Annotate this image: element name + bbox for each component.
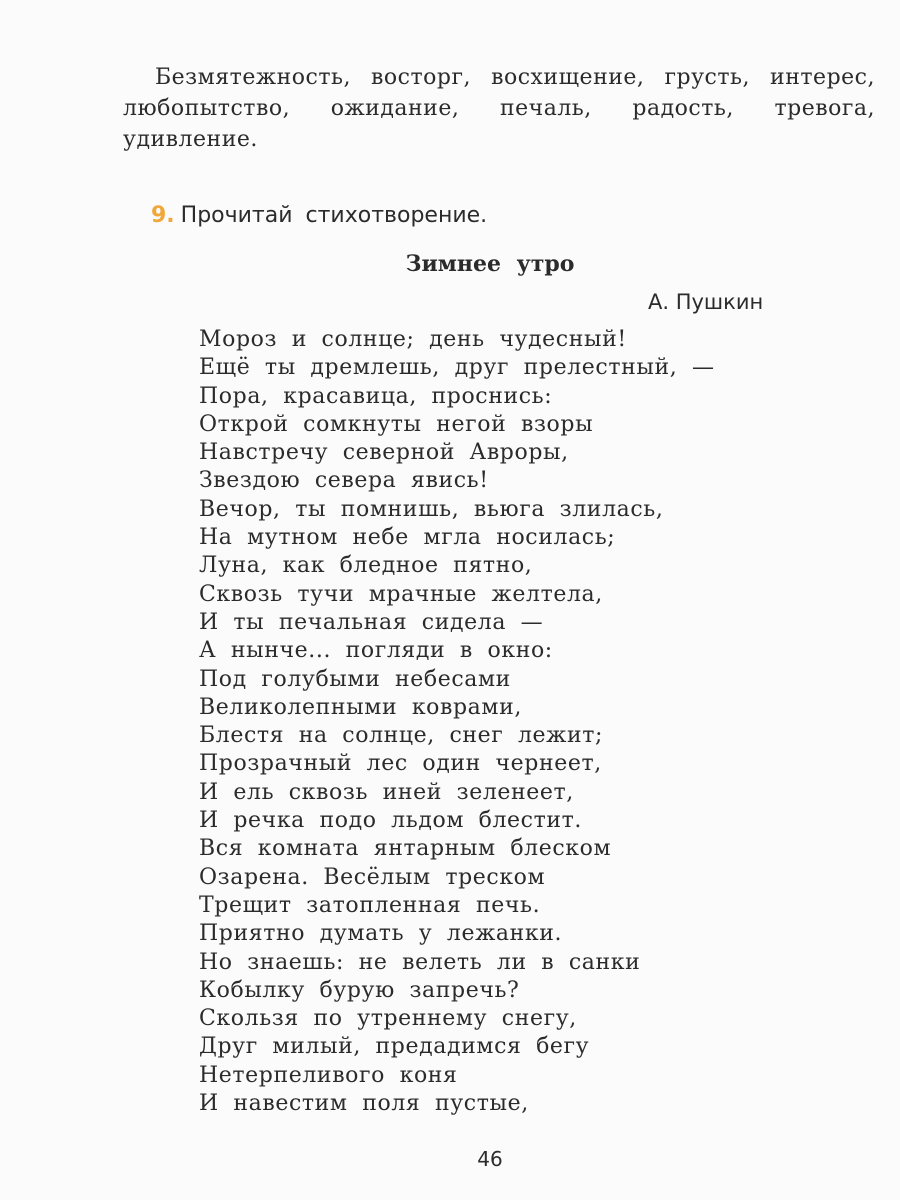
poem-line: А нынче... погляди в окно: bbox=[199, 638, 553, 664]
emotion-words-paragraph: Безмятежность, восторг, восхищение, грусть, интерес, любопытство, ожидание, печаль, радость, тревога, удивление. bbox=[123, 65, 875, 152]
poem-line: На мутном небе мгла носилась; bbox=[199, 525, 616, 551]
poem-line: И ель сквозь иней зеленеет, bbox=[199, 779, 574, 805]
poem-line: Звездою севера явись! bbox=[199, 468, 489, 494]
poem-line: Сквозь тучи мрачные желтела, bbox=[199, 581, 603, 607]
poem-line: Навстречу северной Авроры, bbox=[199, 440, 569, 466]
page-number: 46 bbox=[477, 1147, 503, 1171]
poem-line: Вечор, ты помнишь, вьюга злилась, bbox=[199, 496, 664, 522]
poem-line: И ты печальная сидела — bbox=[199, 609, 544, 635]
poem-line: Луна, как бледное пятно, bbox=[199, 553, 533, 579]
poem-line: Прозрачный лес один чернеет, bbox=[199, 751, 602, 777]
poem-line: Великолепными коврами, bbox=[199, 694, 522, 720]
poem-line: Озарена. Весёлым треском bbox=[199, 864, 546, 890]
poem-line: Трещит затопленная печь. bbox=[199, 892, 541, 918]
poem-line: Вся комната янтарным блеском bbox=[199, 836, 612, 862]
poem-line: И навестим поля пустые, bbox=[199, 1091, 529, 1117]
poem-line: Блестя на солнце, снег лежит; bbox=[199, 723, 604, 749]
poem-line: Но знаешь: не велеть ли в санки bbox=[199, 949, 641, 975]
task-instruction: Прочитай стихотворение. bbox=[180, 203, 488, 228]
poem-line: Приятно думать у лежанки. bbox=[199, 921, 563, 947]
task-number: 9. bbox=[151, 203, 175, 228]
poem-line: Пора, красавица, проснись: bbox=[199, 383, 553, 409]
poem-line: Открой сомкнуты негой взоры bbox=[199, 411, 594, 437]
poem-author: А. Пушкин bbox=[648, 290, 764, 314]
poem-title: Зимнее утро bbox=[405, 251, 575, 277]
poem-line: Мороз и солнце; день чудесный! bbox=[199, 327, 627, 352]
poem-line: Под голубыми небесами bbox=[199, 666, 511, 692]
poem-body bbox=[199, 326, 715, 1118]
poem-line: Скользя по утреннему снегу, bbox=[199, 1006, 577, 1032]
poem-line: Нетерпеливого коня bbox=[199, 1062, 458, 1088]
poem-line: Друг милый, предадимся бегу bbox=[199, 1034, 590, 1060]
task-heading bbox=[151, 201, 487, 231]
poem-line: И речка подо льдом блестит. bbox=[199, 808, 582, 834]
poem-line: Ещё ты дремлешь, друг прелестный, — bbox=[199, 355, 715, 381]
poem-line: Кобылку бурую запречь? bbox=[199, 977, 520, 1003]
